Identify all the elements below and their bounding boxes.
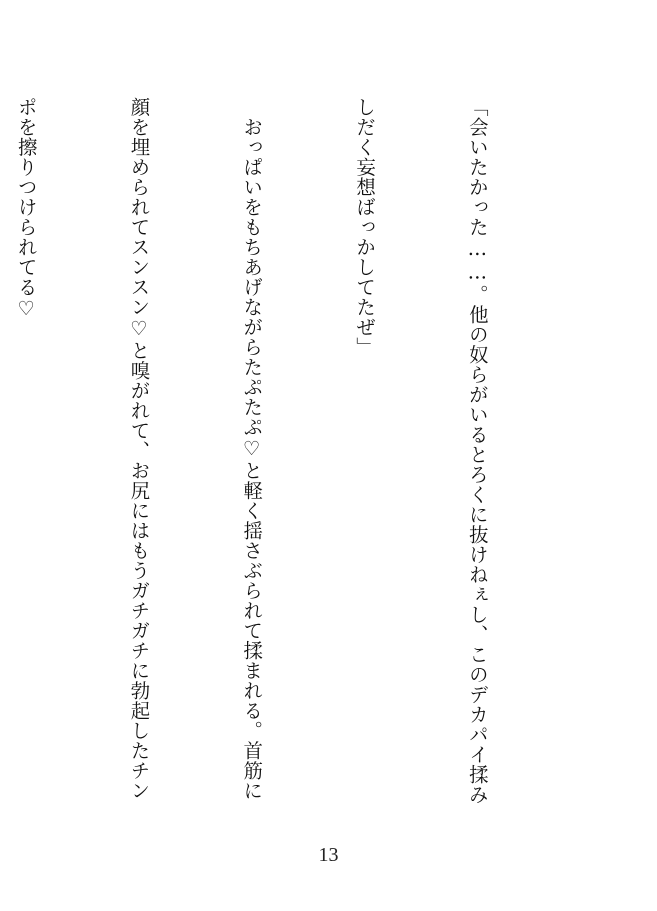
text-line: 「会いたかった……。他の奴らがいるとろくに抜けねぇし、このデカパイ揉み [465, 97, 489, 805]
page-number: 13 [318, 844, 339, 866]
text-line: 顔を埋められてスンスン♡と嗅がれて、お尻にはもうガチガチに勃起したチン [127, 97, 151, 801]
text-line: ポを擦りつけられてる♡ [14, 97, 38, 321]
text-line: しだく妄想ばっかしてたぜ」 [353, 97, 377, 357]
text-line: おっぱいをもちあげながらたぷたぷ♡と軽く揺さぶられて揉まれる。首筋に [240, 97, 264, 801]
vertical-text-body [14, 97, 571, 817]
